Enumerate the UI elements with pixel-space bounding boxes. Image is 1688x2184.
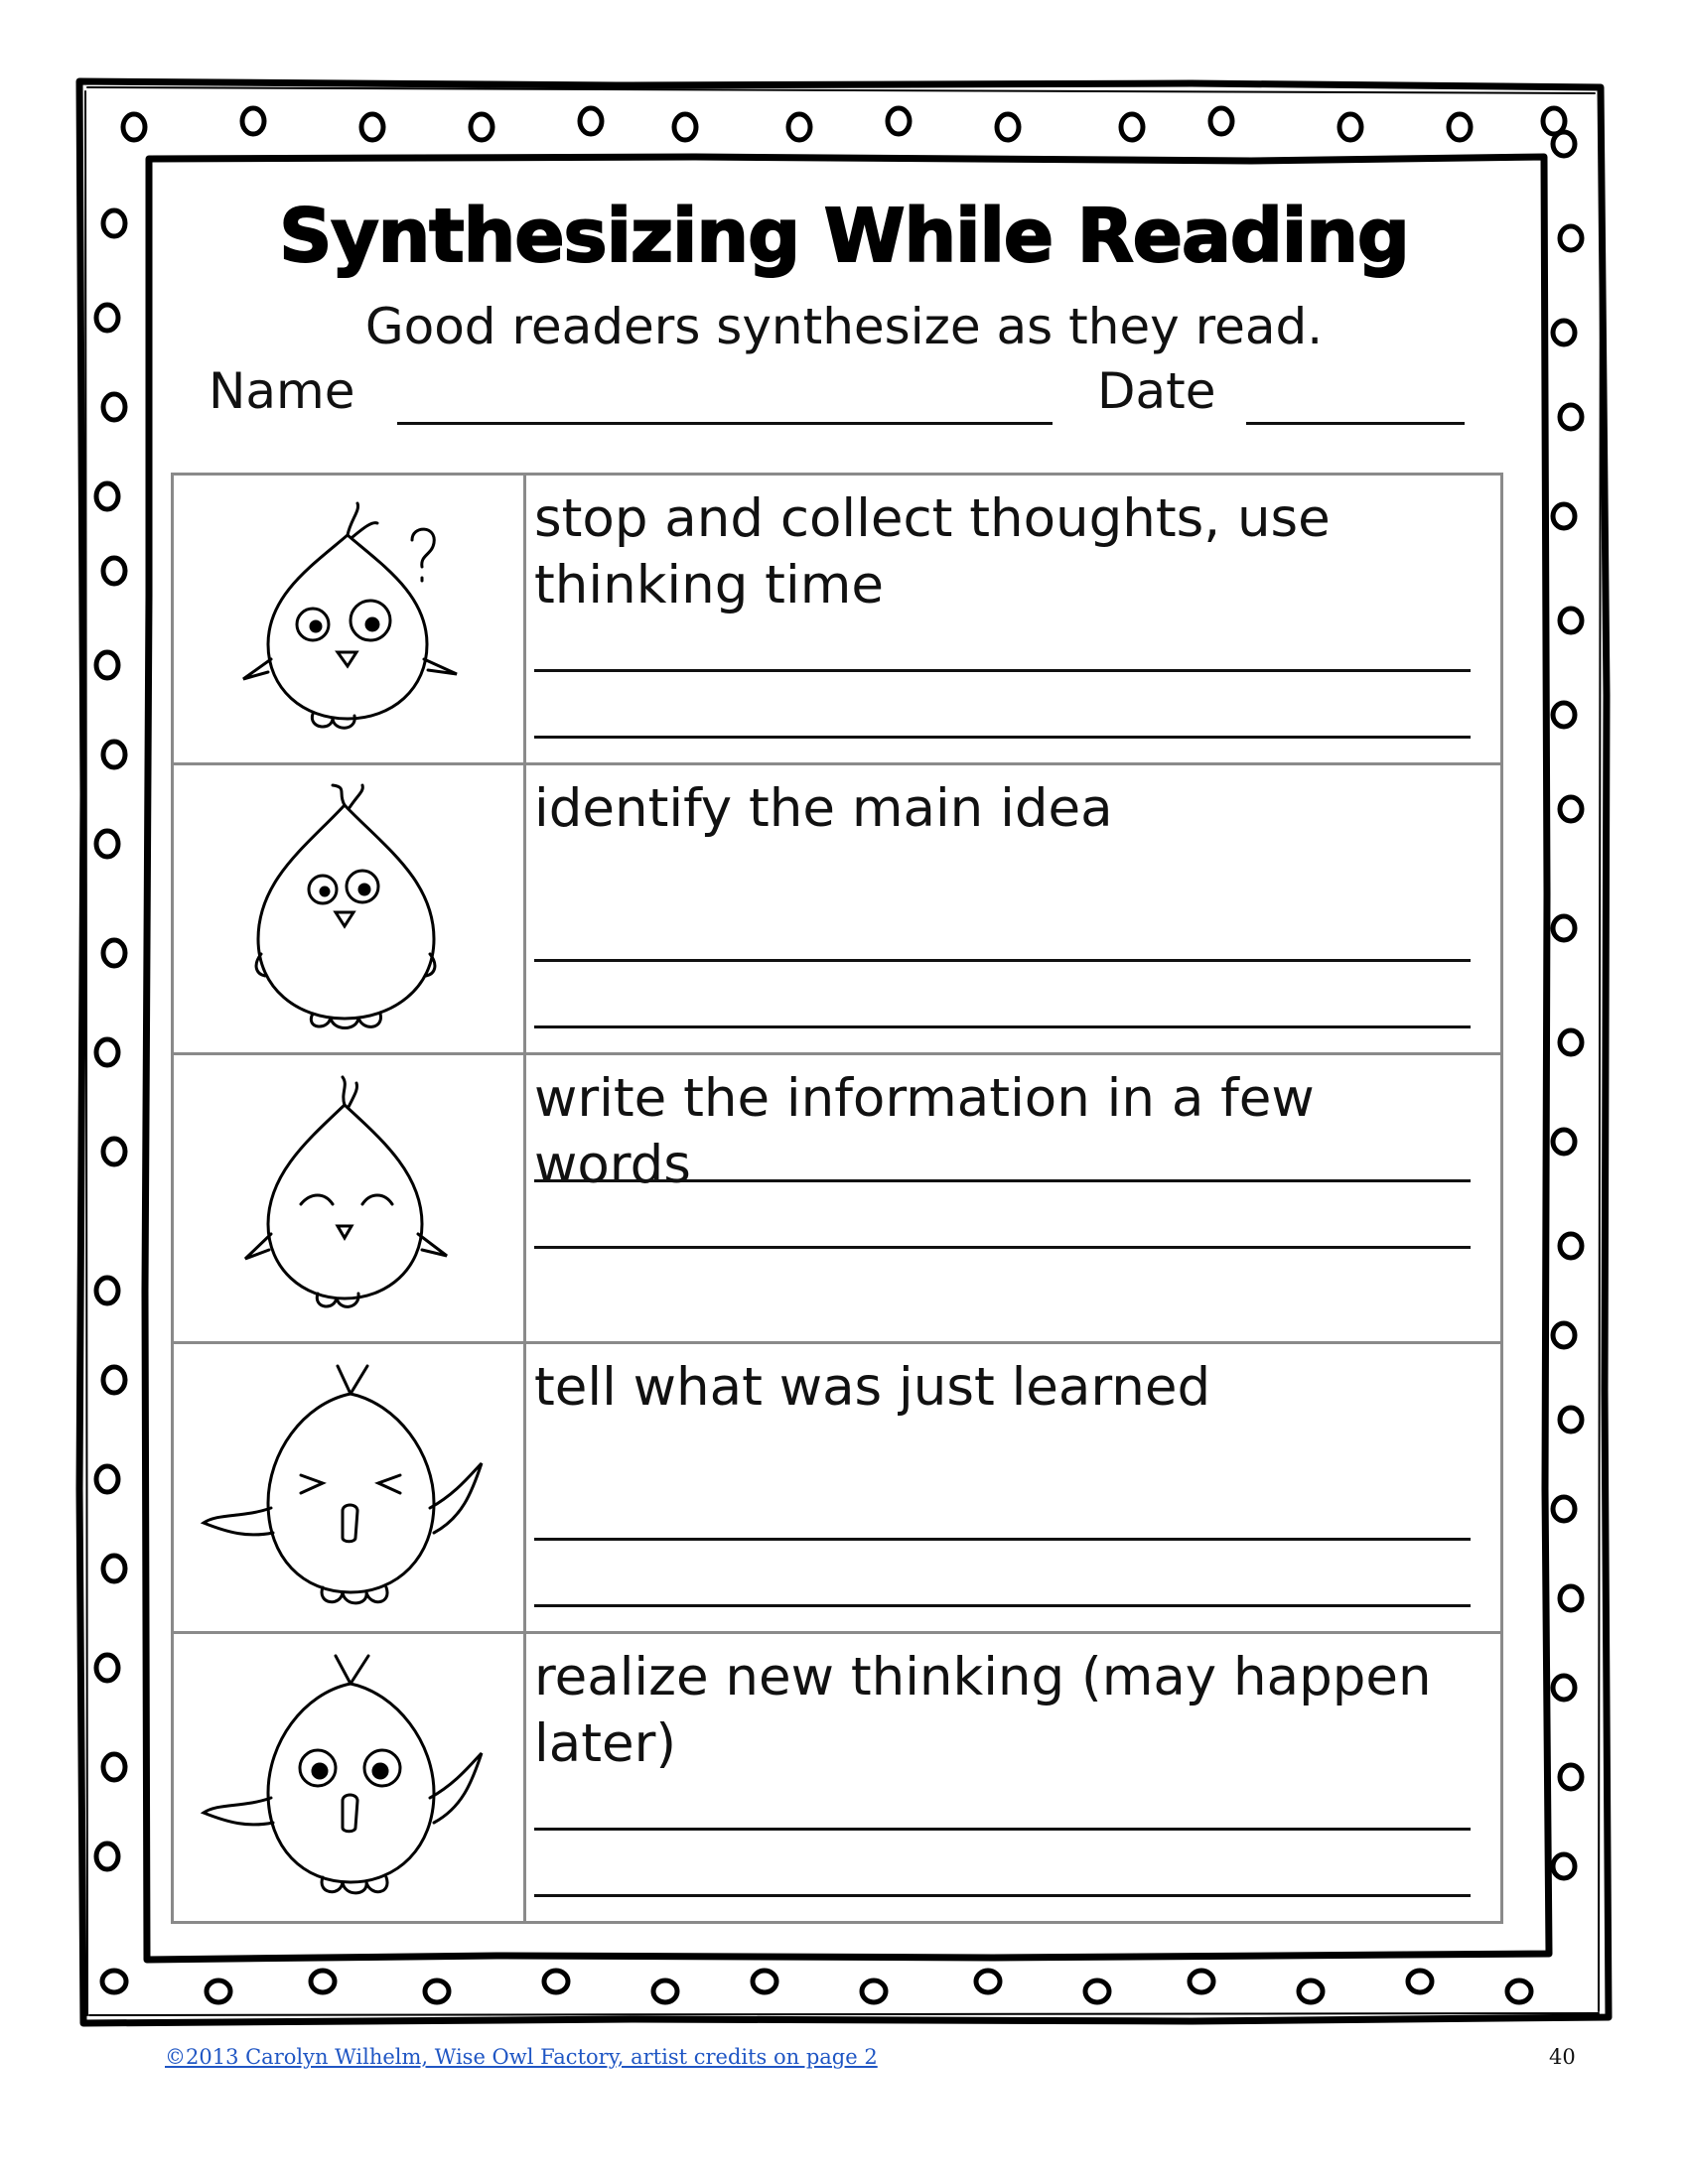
step-instruction: stop and collect thoughts, use thinking time (534, 488, 1331, 615)
border-ring (1121, 114, 1143, 140)
worksheet-subtitle: Good readers synthesize as they read. (364, 298, 1324, 355)
name-label: Name (209, 362, 355, 420)
writing-line[interactable] (534, 669, 1471, 672)
border-ring (96, 1466, 118, 1492)
bird-cell (173, 1633, 525, 1923)
step-instruction: tell what was just learned (534, 1357, 1211, 1419)
border-ring (96, 1278, 118, 1303)
border-ring (1210, 108, 1232, 134)
border-ring (207, 1980, 230, 2002)
border-ring (1553, 504, 1575, 528)
writing-line[interactable] (534, 1538, 1471, 1541)
border-ring (103, 1367, 125, 1393)
border-ring (788, 114, 810, 140)
border-ring (96, 483, 118, 509)
writing-line[interactable] (534, 1894, 1471, 1897)
page-number: 40 (1549, 2045, 1576, 2069)
table-row (173, 1053, 1502, 1343)
name-blank-line[interactable] (397, 422, 1053, 425)
border-ring (103, 1754, 125, 1780)
table-row (173, 1343, 1502, 1633)
smiling-bird-icon (174, 1055, 523, 1343)
border-ring (471, 114, 492, 140)
border-ring (1553, 1323, 1575, 1347)
border-ring (1085, 1980, 1109, 2002)
border-ring (997, 114, 1019, 140)
writing-line[interactable] (534, 736, 1471, 739)
bird-cell (173, 1343, 525, 1633)
confused-bird-icon (174, 476, 523, 763)
border-ring (1553, 703, 1575, 727)
table-row (173, 475, 1502, 764)
border-ring (653, 1980, 677, 2002)
border-ring (103, 394, 125, 420)
step-instruction: identify the main idea (534, 777, 1113, 839)
border-ring (103, 210, 125, 236)
date-label: Date (1097, 362, 1216, 420)
footer-credit-link[interactable]: ©2013 Carolyn Wilhelm, Wise Owl Factory, artist credits on page 2 (165, 2045, 878, 2069)
border-ring (123, 114, 145, 140)
writing-line[interactable] (534, 1179, 1471, 1182)
border-ring (311, 1971, 335, 1992)
bird-cell (173, 763, 525, 1053)
table-row (173, 763, 1502, 1053)
border-ring (103, 558, 125, 584)
writing-line[interactable] (534, 1025, 1471, 1028)
border-ring (1408, 1971, 1432, 1992)
border-ring (1560, 226, 1582, 250)
step-cell[interactable] (525, 475, 1502, 764)
step-instruction: write the information in a few words (534, 1067, 1315, 1195)
border-ring (1560, 1030, 1582, 1054)
border-ring (1190, 1971, 1213, 1992)
table-row (173, 1633, 1502, 1923)
round-bird-icon (174, 765, 523, 1053)
border-ring (96, 831, 118, 857)
step-cell[interactable] (525, 1633, 1502, 1923)
border-ring (1560, 1586, 1582, 1610)
writing-line[interactable] (534, 959, 1471, 962)
bird-cell (173, 475, 525, 764)
border-ring (1553, 916, 1575, 940)
border-ring (544, 1971, 568, 1992)
border-ring (1507, 1980, 1531, 2002)
writing-line[interactable] (534, 1604, 1471, 1607)
step-instruction: realize new thinking (may happen later) (534, 1647, 1432, 1775)
border-ring (1339, 114, 1361, 140)
surprised-bird-icon (174, 1634, 523, 1922)
border-ring (96, 652, 118, 678)
border-ring (102, 1971, 126, 1992)
step-cell[interactable] (525, 1343, 1502, 1633)
border-ring (1560, 405, 1582, 429)
border-ring (96, 1655, 118, 1681)
border-ring (1553, 132, 1575, 156)
border-ring (1449, 114, 1471, 140)
border-ring (103, 742, 125, 767)
name-date-row (209, 362, 1479, 432)
bird-cell (173, 1053, 525, 1343)
border-ring (976, 1971, 1000, 1992)
steps-table (171, 473, 1503, 1924)
border-ring (96, 305, 118, 331)
border-ring (361, 114, 383, 140)
border-ring (1560, 1765, 1582, 1789)
border-ring (1560, 609, 1582, 632)
border-ring (103, 940, 125, 966)
border-ring (96, 1039, 118, 1065)
border-ring (425, 1980, 449, 2002)
border-ring (242, 108, 264, 134)
worksheet-title: Synthesizing While Reading (279, 194, 1409, 279)
writing-line[interactable] (534, 1828, 1471, 1831)
writing-line[interactable] (534, 1246, 1471, 1249)
border-ring (1553, 1676, 1575, 1700)
date-blank-line[interactable] (1246, 422, 1465, 425)
squinting-bird-icon (174, 1344, 523, 1632)
border-ring (580, 108, 602, 134)
border-ring (1553, 321, 1575, 344)
border-ring (1553, 1130, 1575, 1154)
border-ring (1299, 1980, 1323, 2002)
border-ring (888, 108, 910, 134)
border-ring (753, 1971, 776, 1992)
border-ring (674, 114, 696, 140)
border-ring (1553, 1854, 1575, 1878)
step-cell[interactable] (525, 763, 1502, 1053)
border-ring (1560, 1408, 1582, 1432)
border-ring (1560, 1234, 1582, 1258)
border-ring (1560, 797, 1582, 821)
border-ring (862, 1980, 886, 2002)
border-ring (1553, 1497, 1575, 1521)
border-ring (103, 1139, 125, 1164)
border-ring (96, 1843, 118, 1869)
border-ring (103, 1556, 125, 1581)
step-cell[interactable] (525, 1053, 1502, 1343)
